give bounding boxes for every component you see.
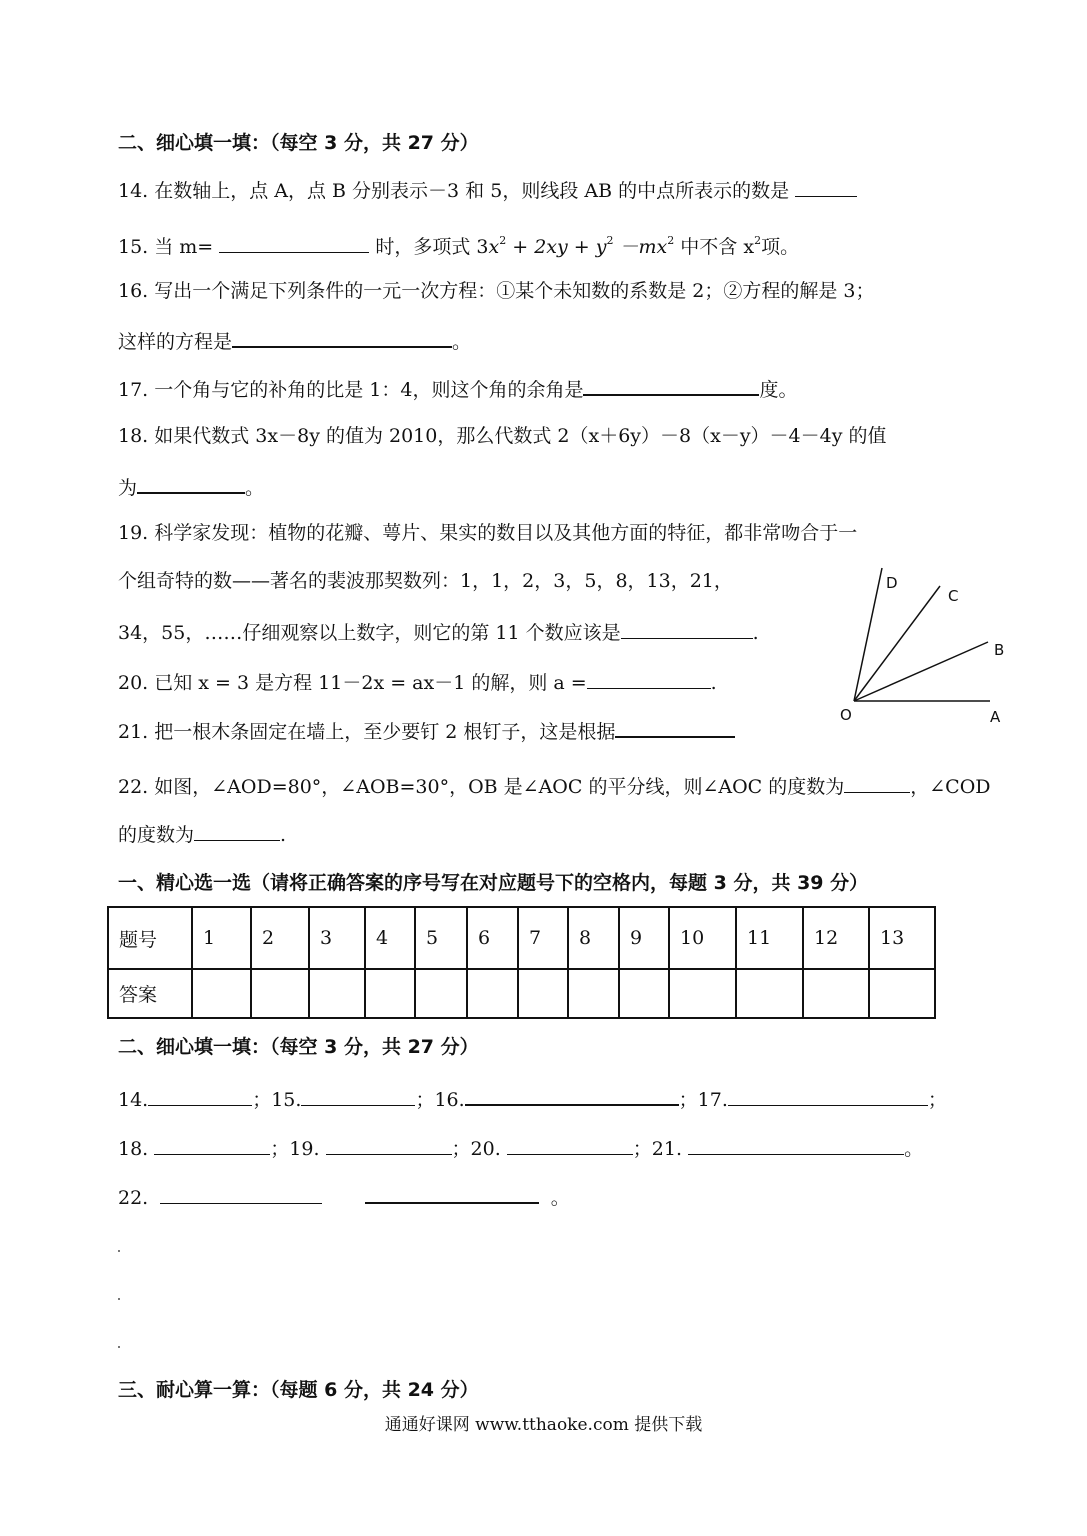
q20-text: 20. 已知 x = 3 是方程 11－2x = ax－1 的解，则 a =: [118, 672, 587, 694]
q16-label: 这样的方程是: [118, 331, 233, 353]
section2-title: 二、细心填一填：（每空 3 分，共 27 分）: [118, 132, 479, 154]
question-16-line2: [118, 326, 471, 355]
answer-cell[interactable]: [869, 969, 935, 1018]
table-cell-number: 12: [803, 907, 869, 969]
ray-OC: [854, 586, 940, 701]
answer-cell[interactable]: [251, 969, 309, 1018]
a21-label: ；21.: [632, 1138, 683, 1160]
table-cell-number: 13: [869, 907, 935, 969]
q20-blank: [587, 668, 711, 689]
a22-blank1[interactable]: [160, 1183, 322, 1204]
a22-label: 22.: [118, 1187, 149, 1209]
section2b-title: 二、细心填一填：（每空 3 分，共 27 分）: [118, 1036, 479, 1058]
table-cell-number: 3: [309, 907, 365, 969]
angle-figure: [830, 560, 1030, 730]
table-cell-number: 7: [518, 907, 568, 969]
a15-blank[interactable]: [301, 1085, 415, 1106]
answer-cell[interactable]: [309, 969, 365, 1018]
answer-cell[interactable]: [518, 969, 568, 1018]
table-cell-number: 2: [251, 907, 309, 969]
a16-blank[interactable]: [465, 1084, 679, 1106]
a14-blank[interactable]: [148, 1085, 252, 1106]
stray-dot: [118, 1250, 120, 1252]
q15-exp1: 2: [499, 234, 507, 247]
answer-cell[interactable]: [192, 969, 251, 1018]
q14-blank: [795, 176, 857, 197]
q16-blank: [232, 326, 452, 348]
label-O: O: [840, 706, 852, 724]
q14-text: 14. 在数轴上，点 A，点 B 分别表示－3 和 5，则线段 AB 的中点所表示的数是: [118, 180, 790, 202]
table-header-number: 题号: [108, 907, 192, 969]
answer-cell[interactable]: [669, 969, 736, 1018]
a21-blank[interactable]: [688, 1134, 904, 1155]
answer-cell[interactable]: [568, 969, 619, 1018]
label-C: C: [948, 587, 959, 605]
answer-cell[interactable]: [619, 969, 669, 1018]
q20-end: .: [710, 672, 717, 694]
q16-end: 。: [452, 331, 472, 353]
question-16-line1: 16. 写出一个满足下列条件的一元一次方程：①某个未知数的系数是 2；②方程的解是 3；: [118, 280, 875, 302]
q22-blank2: [194, 820, 280, 841]
q17-end: 度。: [759, 379, 798, 401]
answer-line-1: [118, 1084, 947, 1113]
q15-exp3: 2: [667, 234, 675, 247]
ray-OB: [854, 642, 988, 701]
answer-cell[interactable]: [365, 969, 415, 1018]
table-cell-number: 4: [365, 907, 415, 969]
q17-text: 17. 一个角与它的补角的比是 1：4，则这个角的余角是: [118, 379, 584, 401]
label-A: A: [990, 708, 1001, 726]
a18-blank[interactable]: [154, 1134, 270, 1155]
a20-blank[interactable]: [507, 1134, 633, 1155]
q22-end: .: [280, 824, 287, 846]
q21-blank: [615, 716, 735, 738]
table-row-numbers: [108, 907, 935, 969]
question-18-line1: 18. 如果代数式 3x－8y 的值为 2010，那么代数式 2（x＋6y）－8（x－y）－4－4y 的值: [118, 425, 887, 447]
question-20: [118, 668, 717, 696]
a18-label: 18.: [118, 1138, 149, 1160]
a22-blank2[interactable]: [365, 1182, 539, 1204]
table-cell-number: 8: [568, 907, 619, 969]
q15-exp4: 2: [754, 234, 762, 247]
q15-suffix: 中不含 x: [680, 236, 755, 258]
q19-blank: [621, 618, 753, 639]
question-19-line1: 19. 科学家发现：植物的花瓣、萼片、果实的数目以及其他方面的特征，都非常吻合于一: [118, 522, 858, 544]
table-cell-number: 10: [669, 907, 736, 969]
table-row-answers: [108, 969, 935, 1018]
q22-blank1: [844, 772, 910, 793]
table-cell-number: 6: [467, 907, 518, 969]
table-cell-number: 11: [736, 907, 803, 969]
question-22-line1: [118, 772, 991, 800]
section3-title: 三、耐心算一算：（每题 6 分，共 24 分）: [118, 1379, 479, 1401]
q15-prefix: 15. 当 m=: [118, 236, 214, 258]
answer-cell[interactable]: [803, 969, 869, 1018]
section1-title: 一、精心选一选（请将正确答案的序号写在对应题号下的空格内，每题 3 分，共 39 分）: [118, 872, 869, 894]
q15-mid: 时，多项式 3: [375, 236, 489, 258]
q19-end: .: [752, 622, 759, 644]
q15-blank: [219, 232, 369, 253]
stray-dot: [118, 1346, 120, 1348]
question-17: [118, 374, 798, 403]
a17-semicolon: ；: [927, 1089, 947, 1111]
table-cell-number: 5: [415, 907, 467, 969]
answer-line-3: [118, 1182, 570, 1211]
label-D: D: [886, 574, 898, 592]
answer-line-2: [118, 1134, 923, 1162]
a14-label: 14.: [118, 1089, 149, 1111]
table-header-answer: 答案: [108, 969, 192, 1018]
q15-end: 项。: [761, 236, 800, 258]
question-19-line2: 个组奇特的数——著名的裴波那契数列：1，1，2，3，5，8，13，21，: [118, 570, 733, 592]
question-21: [118, 716, 735, 745]
question-19-line3: [118, 618, 759, 646]
q17-blank: [583, 374, 759, 396]
question-22-line2: [118, 820, 286, 848]
question-14: [118, 176, 857, 204]
q18-label: 为: [118, 477, 138, 499]
label-B: B: [994, 641, 1005, 659]
answer-cell[interactable]: [467, 969, 518, 1018]
q22-text: 22. 如图，∠AOD=80°，∠AOB=30°，OB 是∠AOC 的平分线，则∠AOC 的度数为: [118, 776, 845, 798]
q19-text: 34，55，……仔细观察以上数字，则它的第 11 个数应该是: [118, 622, 621, 644]
q15-poly: + 2xy + y: [512, 236, 607, 258]
q21-text: 21. 把一根木条固定在墙上，至少要钉 2 根钉子，这是根据: [118, 721, 616, 743]
q15-poly2: －mx: [619, 236, 668, 258]
answer-table: [107, 906, 936, 1019]
question-15: 15. 当 m= 时，多项式 $3x^2 + 2xy + y^2 -mx^2$ 中不含 $x^2$项。: [118, 234, 800, 258]
a17-label: ；17.: [678, 1089, 728, 1111]
a19-label: ；19.: [270, 1138, 320, 1160]
table-cell-number: 9: [619, 907, 669, 969]
a22-period: 。: [550, 1187, 570, 1209]
a15-label: ；15.: [252, 1089, 302, 1111]
answer-cell[interactable]: [736, 969, 803, 1018]
q15-exp2: 2: [606, 234, 614, 247]
table-cell-number: 1: [192, 907, 251, 969]
a20-label: ；20.: [451, 1138, 501, 1160]
answer-cell[interactable]: [415, 969, 467, 1018]
question-18-line2: [118, 472, 264, 501]
page-footer: 通通好课网 www.tthaoke.com 提供下载: [384, 1415, 703, 1435]
q18-end: 。: [245, 477, 265, 499]
a21-period: 。: [904, 1138, 924, 1160]
q22-label: 的度数为: [118, 824, 195, 846]
a17-blank[interactable]: [728, 1085, 928, 1106]
q22-mid: ，∠COD: [910, 776, 991, 798]
q18-blank: [137, 472, 245, 494]
a19-blank[interactable]: [326, 1134, 452, 1155]
a16-label: ；16.: [415, 1089, 465, 1111]
stray-dot: [118, 1298, 120, 1300]
